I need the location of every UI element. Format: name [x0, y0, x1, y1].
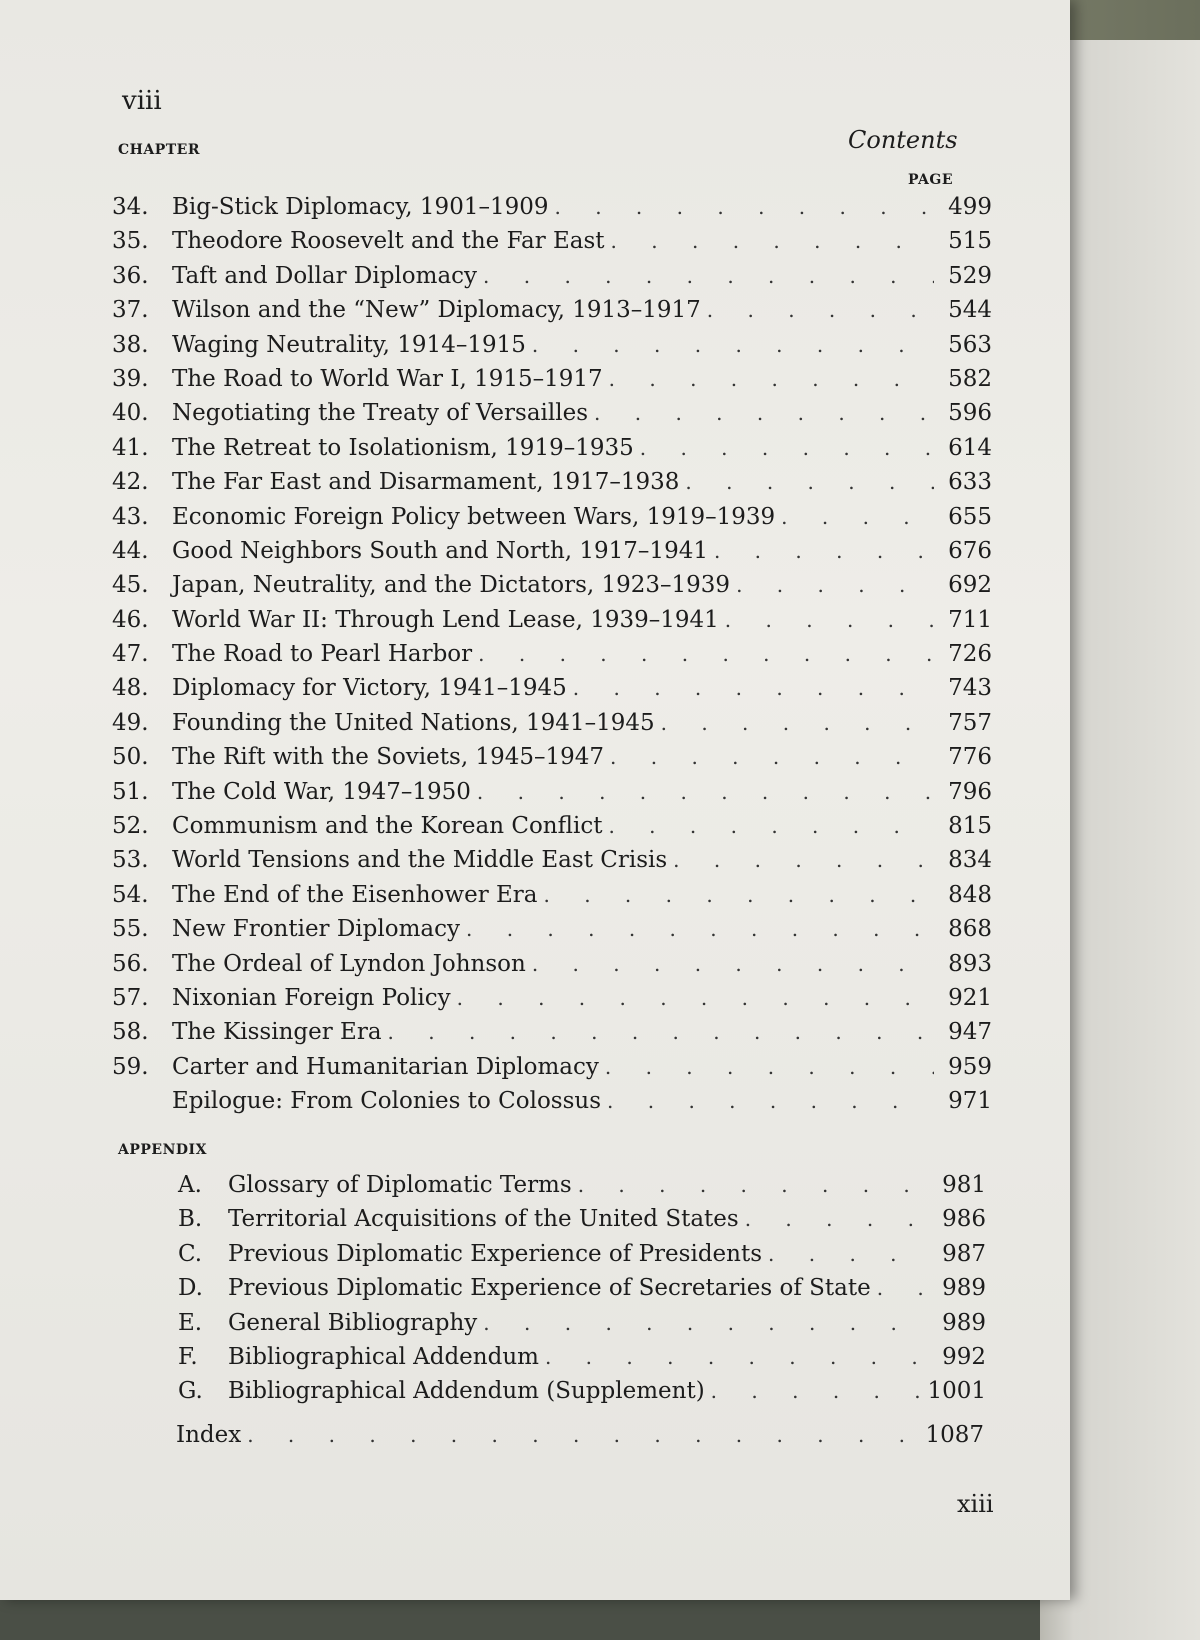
- toc-entry-number: A.: [178, 1172, 202, 1198]
- dot-leader: [477, 775, 934, 809]
- toc-entry-title: Territorial Acquisitions of the United States: [228, 1206, 739, 1233]
- toc-entry-page: 834: [948, 847, 992, 874]
- toc-entry-title: The End of the Eisenhower Era: [172, 881, 538, 908]
- dot-leader: [640, 431, 934, 465]
- toc-entry-number: 59.: [112, 1053, 149, 1080]
- toc-entry[interactable]: [112, 362, 992, 396]
- toc-entry-page: 655: [948, 503, 992, 530]
- toc-entry-title: The Cold War, 1947–1950: [172, 778, 471, 805]
- toc-entry[interactable]: [178, 1168, 986, 1202]
- dot-leader: [609, 362, 934, 396]
- appendix-label: APPENDIX: [118, 1142, 207, 1158]
- toc-entry-title: Big-Stick Diplomacy, 1901–1909: [172, 194, 549, 220]
- dot-leader: [478, 637, 934, 671]
- toc-entry[interactable]: [112, 293, 992, 327]
- dot-leader: [457, 981, 934, 1015]
- toc-entry-page: 989: [942, 1309, 986, 1336]
- toc-entry-page: 987: [942, 1240, 986, 1267]
- toc-entry-number: 36.: [112, 262, 149, 289]
- toc-entry-title: Wilson and the “New” Diplomacy, 1913–1917: [172, 297, 701, 324]
- toc-entry[interactable]: [112, 603, 992, 637]
- chapter-list: [112, 190, 992, 1119]
- dot-leader: [466, 912, 934, 946]
- toc-entry[interactable]: [178, 1340, 986, 1374]
- toc-entry-page: 921: [948, 984, 992, 1011]
- dot-leader: [711, 1374, 922, 1408]
- toc-entry[interactable]: [112, 259, 992, 293]
- toc-entry-number: 54.: [112, 881, 149, 908]
- toc-entry-page: 596: [948, 400, 992, 427]
- toc-entry[interactable]: [178, 1271, 986, 1305]
- toc-entry-page: 796: [948, 778, 992, 805]
- toc-entry-page: 992: [942, 1343, 986, 1370]
- toc-entry[interactable]: [112, 431, 992, 465]
- toc-entry-title: Waging Neutrality, 1914–1915: [172, 331, 526, 358]
- dot-leader: [608, 809, 934, 843]
- toc-entry-number: 48.: [112, 675, 149, 702]
- toc-entry-title: Taft and Dollar Diplomacy: [172, 262, 478, 289]
- dot-leader: [532, 947, 934, 981]
- toc-entry-number: D.: [178, 1275, 203, 1302]
- toc-entry[interactable]: [112, 568, 992, 602]
- toc-entry-number: 47.: [112, 641, 149, 668]
- toc-entry-page: 633: [948, 469, 992, 496]
- toc-entry[interactable]: [178, 1237, 986, 1271]
- dot-leader: [247, 1418, 919, 1452]
- toc-entry-title: The Rift with the Soviets, 1945–1947: [172, 744, 605, 771]
- toc-entry-title: Bibliographical Addendum: [228, 1343, 539, 1370]
- toc-entry-page: 986: [942, 1206, 986, 1233]
- toc-entry-page: 971: [948, 1088, 992, 1115]
- toc-entry-title: Carter and Humanitarian Diplomacy: [172, 1053, 599, 1080]
- toc-entry[interactable]: [112, 224, 992, 258]
- toc-entry-title: World Tensions and the Middle East Crisis: [172, 847, 668, 874]
- toc-entry[interactable]: [112, 706, 992, 740]
- toc-entry-page: 989: [942, 1275, 986, 1302]
- toc-entry-number: 58.: [112, 1019, 149, 1046]
- toc-entry[interactable]: [112, 740, 992, 774]
- toc-entry-number: 55.: [112, 916, 149, 943]
- page-column-label: PAGE: [908, 172, 953, 188]
- toc-entry-number: 43.: [112, 503, 149, 530]
- toc-entry[interactable]: [178, 1306, 986, 1340]
- toc-entry-number: 56.: [112, 950, 149, 977]
- toc-entry-title: The Kissinger Era: [172, 1019, 382, 1046]
- toc-entry-title: The Road to World War I, 1915–1917: [172, 365, 603, 392]
- dot-leader: [725, 603, 934, 637]
- dot-leader: [483, 1306, 928, 1340]
- toc-entry-number: 40.: [112, 400, 149, 427]
- page-folio: viii: [122, 86, 162, 116]
- toc-entry[interactable]: [112, 534, 992, 568]
- toc-entry-number: 51.: [112, 778, 149, 805]
- chapter-label: CHAPTER: [118, 142, 200, 158]
- toc-entry[interactable]: [112, 190, 992, 224]
- toc-entry[interactable]: [112, 1050, 992, 1084]
- toc-entry-page: 544: [948, 297, 992, 324]
- toc-entry-page: 743: [948, 675, 992, 702]
- toc-entry-page: 757: [948, 709, 992, 736]
- toc-entry[interactable]: [112, 809, 992, 843]
- toc-entry-page: 614: [948, 434, 992, 461]
- dot-leader: [685, 465, 934, 499]
- dot-leader: [544, 878, 935, 912]
- toc-entry[interactable]: [112, 465, 992, 499]
- dot-leader: [573, 671, 934, 705]
- toc-entry-title: Founding the United Nations, 1941–1945: [172, 709, 655, 736]
- toc-entry-page: 499: [948, 194, 992, 220]
- dot-leader: [555, 190, 935, 224]
- toc-entry-index[interactable]: [176, 1418, 984, 1452]
- toc-entry[interactable]: [112, 1084, 992, 1118]
- toc-entry-title: Previous Diplomatic Experience of Secretaries of State: [228, 1275, 871, 1302]
- toc-entry-page: 947: [948, 1019, 992, 1046]
- toc-entry[interactable]: [112, 671, 992, 705]
- toc-entry-number: 38.: [112, 331, 149, 358]
- toc-entry-title: The Far East and Disarmament, 1917–1938: [172, 469, 680, 496]
- dot-leader: [661, 706, 934, 740]
- toc-entry-number: 50.: [112, 744, 149, 771]
- toc-entry-title: Index: [176, 1422, 242, 1448]
- dot-leader: [483, 259, 934, 293]
- toc-entry-title: The Ordeal of Lyndon Johnson: [172, 950, 526, 977]
- toc-entry[interactable]: [112, 328, 992, 362]
- toc-entry-number: 57.: [112, 984, 149, 1011]
- running-head: Contents: [848, 126, 958, 154]
- toc-entry-number: C.: [178, 1240, 203, 1267]
- toc-entry[interactable]: [112, 981, 992, 1015]
- toc-entry-title: General Bibliography: [228, 1309, 478, 1336]
- toc-entry-number: 35.: [112, 228, 149, 255]
- toc-entry-title: Negotiating the Treaty of Versailles: [172, 400, 589, 427]
- toc-entry-number: 34.: [112, 194, 149, 220]
- toc-entry-title: Glossary of Diplomatic Terms: [228, 1172, 572, 1198]
- toc-entry-number: 53.: [112, 847, 149, 874]
- appendix-list: [178, 1168, 986, 1409]
- toc-entry-title: Economic Foreign Policy between Wars, 1919–1939: [172, 503, 776, 530]
- toc-entry-page: 848: [948, 881, 992, 908]
- toc-entry-page: 1001: [927, 1378, 986, 1405]
- toc-entry-title: Diplomacy for Victory, 1941–1945: [172, 675, 567, 702]
- toc-entry[interactable]: [112, 637, 992, 671]
- toc-entry-title: Epilogue: From Colonies to Colossus: [172, 1088, 602, 1115]
- toc-entry-page: 1087: [925, 1422, 984, 1448]
- dot-leader: [388, 1015, 934, 1049]
- toc-entry-title: Good Neighbors South and North, 1917–1941: [172, 537, 708, 564]
- toc-entry[interactable]: [178, 1202, 986, 1236]
- toc-entry[interactable]: [112, 878, 992, 912]
- toc-entry-number: E.: [178, 1309, 203, 1336]
- toc-entry-number: F.: [178, 1343, 198, 1370]
- toc-entry-title: The Road to Pearl Harbor: [172, 641, 473, 668]
- toc-entry-title: Bibliographical Addendum (Supplement): [228, 1378, 705, 1405]
- toc-entry[interactable]: [112, 396, 992, 430]
- toc-entry-page: 676: [948, 537, 992, 564]
- toc-entry[interactable]: [112, 1015, 992, 1049]
- dot-leader: [781, 500, 934, 534]
- toc-entry-number: 42.: [112, 469, 149, 496]
- dot-leader: [594, 396, 934, 430]
- toc-entry-number: 37.: [112, 297, 149, 324]
- toc-entry-number: 46.: [112, 606, 149, 633]
- toc-entry-page: 959: [948, 1053, 992, 1080]
- toc-entry-title: Nixonian Foreign Policy: [172, 984, 451, 1011]
- toc-entry-title: Theodore Roosevelt and the Far East: [172, 228, 605, 255]
- index-list: [176, 1418, 984, 1452]
- toc-entry-title: Previous Diplomatic Experience of Presidents: [228, 1240, 763, 1267]
- dot-leader: [610, 740, 934, 774]
- toc-entry[interactable]: [112, 775, 992, 809]
- toc-entry[interactable]: [112, 912, 992, 946]
- toc-entry-page: 815: [948, 813, 992, 840]
- toc-entry-number: 45.: [112, 572, 149, 599]
- toc-entry-title: Communism and the Korean Conflict: [172, 813, 603, 840]
- toc-entry-page: 515: [948, 228, 992, 255]
- toc-entry-title: The Retreat to Isolationism, 1919–1935: [172, 434, 634, 461]
- dot-leader: [877, 1271, 928, 1305]
- toc-entry[interactable]: [178, 1374, 986, 1408]
- toc-entry-title: World War II: Through Lend Lease, 1939–1941: [172, 606, 719, 633]
- toc-entry-page: 726: [948, 641, 992, 668]
- dot-leader: [607, 1084, 934, 1118]
- dot-leader: [578, 1168, 928, 1202]
- dot-leader: [545, 1340, 928, 1374]
- dot-leader: [605, 1050, 934, 1084]
- toc-entry-number: 52.: [112, 813, 149, 840]
- toc-entry[interactable]: [112, 947, 992, 981]
- toc-entry-number: B.: [178, 1206, 203, 1233]
- toc-entry-title: Japan, Neutrality, and the Dictators, 1923–1939: [172, 572, 731, 599]
- dot-leader: [611, 224, 934, 258]
- toc-entry-number: 41.: [112, 434, 149, 461]
- dot-leader: [714, 534, 934, 568]
- toc-entry[interactable]: [112, 843, 992, 877]
- dot-leader: [736, 568, 934, 602]
- toc-entry-page: 563: [948, 331, 992, 358]
- toc-entry-number: 39.: [112, 365, 149, 392]
- toc-entry-number: 44.: [112, 537, 149, 564]
- toc-entry-page: 711: [948, 606, 992, 633]
- dot-leader: [745, 1202, 928, 1236]
- toc-entry-page: 529: [948, 262, 992, 289]
- toc-entry[interactable]: [112, 500, 992, 534]
- toc-entry-page: 868: [948, 916, 992, 943]
- dot-leader: [768, 1237, 928, 1271]
- toc-entry-page: 981: [942, 1172, 986, 1198]
- toc-entry-page: 582: [948, 365, 992, 392]
- toc-entry-title: New Frontier Diplomacy: [172, 916, 460, 943]
- dot-leader: [532, 328, 934, 362]
- footer-folio: xiii: [957, 1490, 994, 1518]
- dot-leader: [707, 293, 934, 327]
- toc-entry-number: 49.: [112, 709, 149, 736]
- toc-entry-page: 692: [948, 572, 992, 599]
- toc-entry-page: 893: [948, 950, 992, 977]
- toc-entry-number: G.: [178, 1378, 203, 1405]
- toc-entry-page: 776: [948, 744, 992, 771]
- dot-leader: [673, 843, 934, 877]
